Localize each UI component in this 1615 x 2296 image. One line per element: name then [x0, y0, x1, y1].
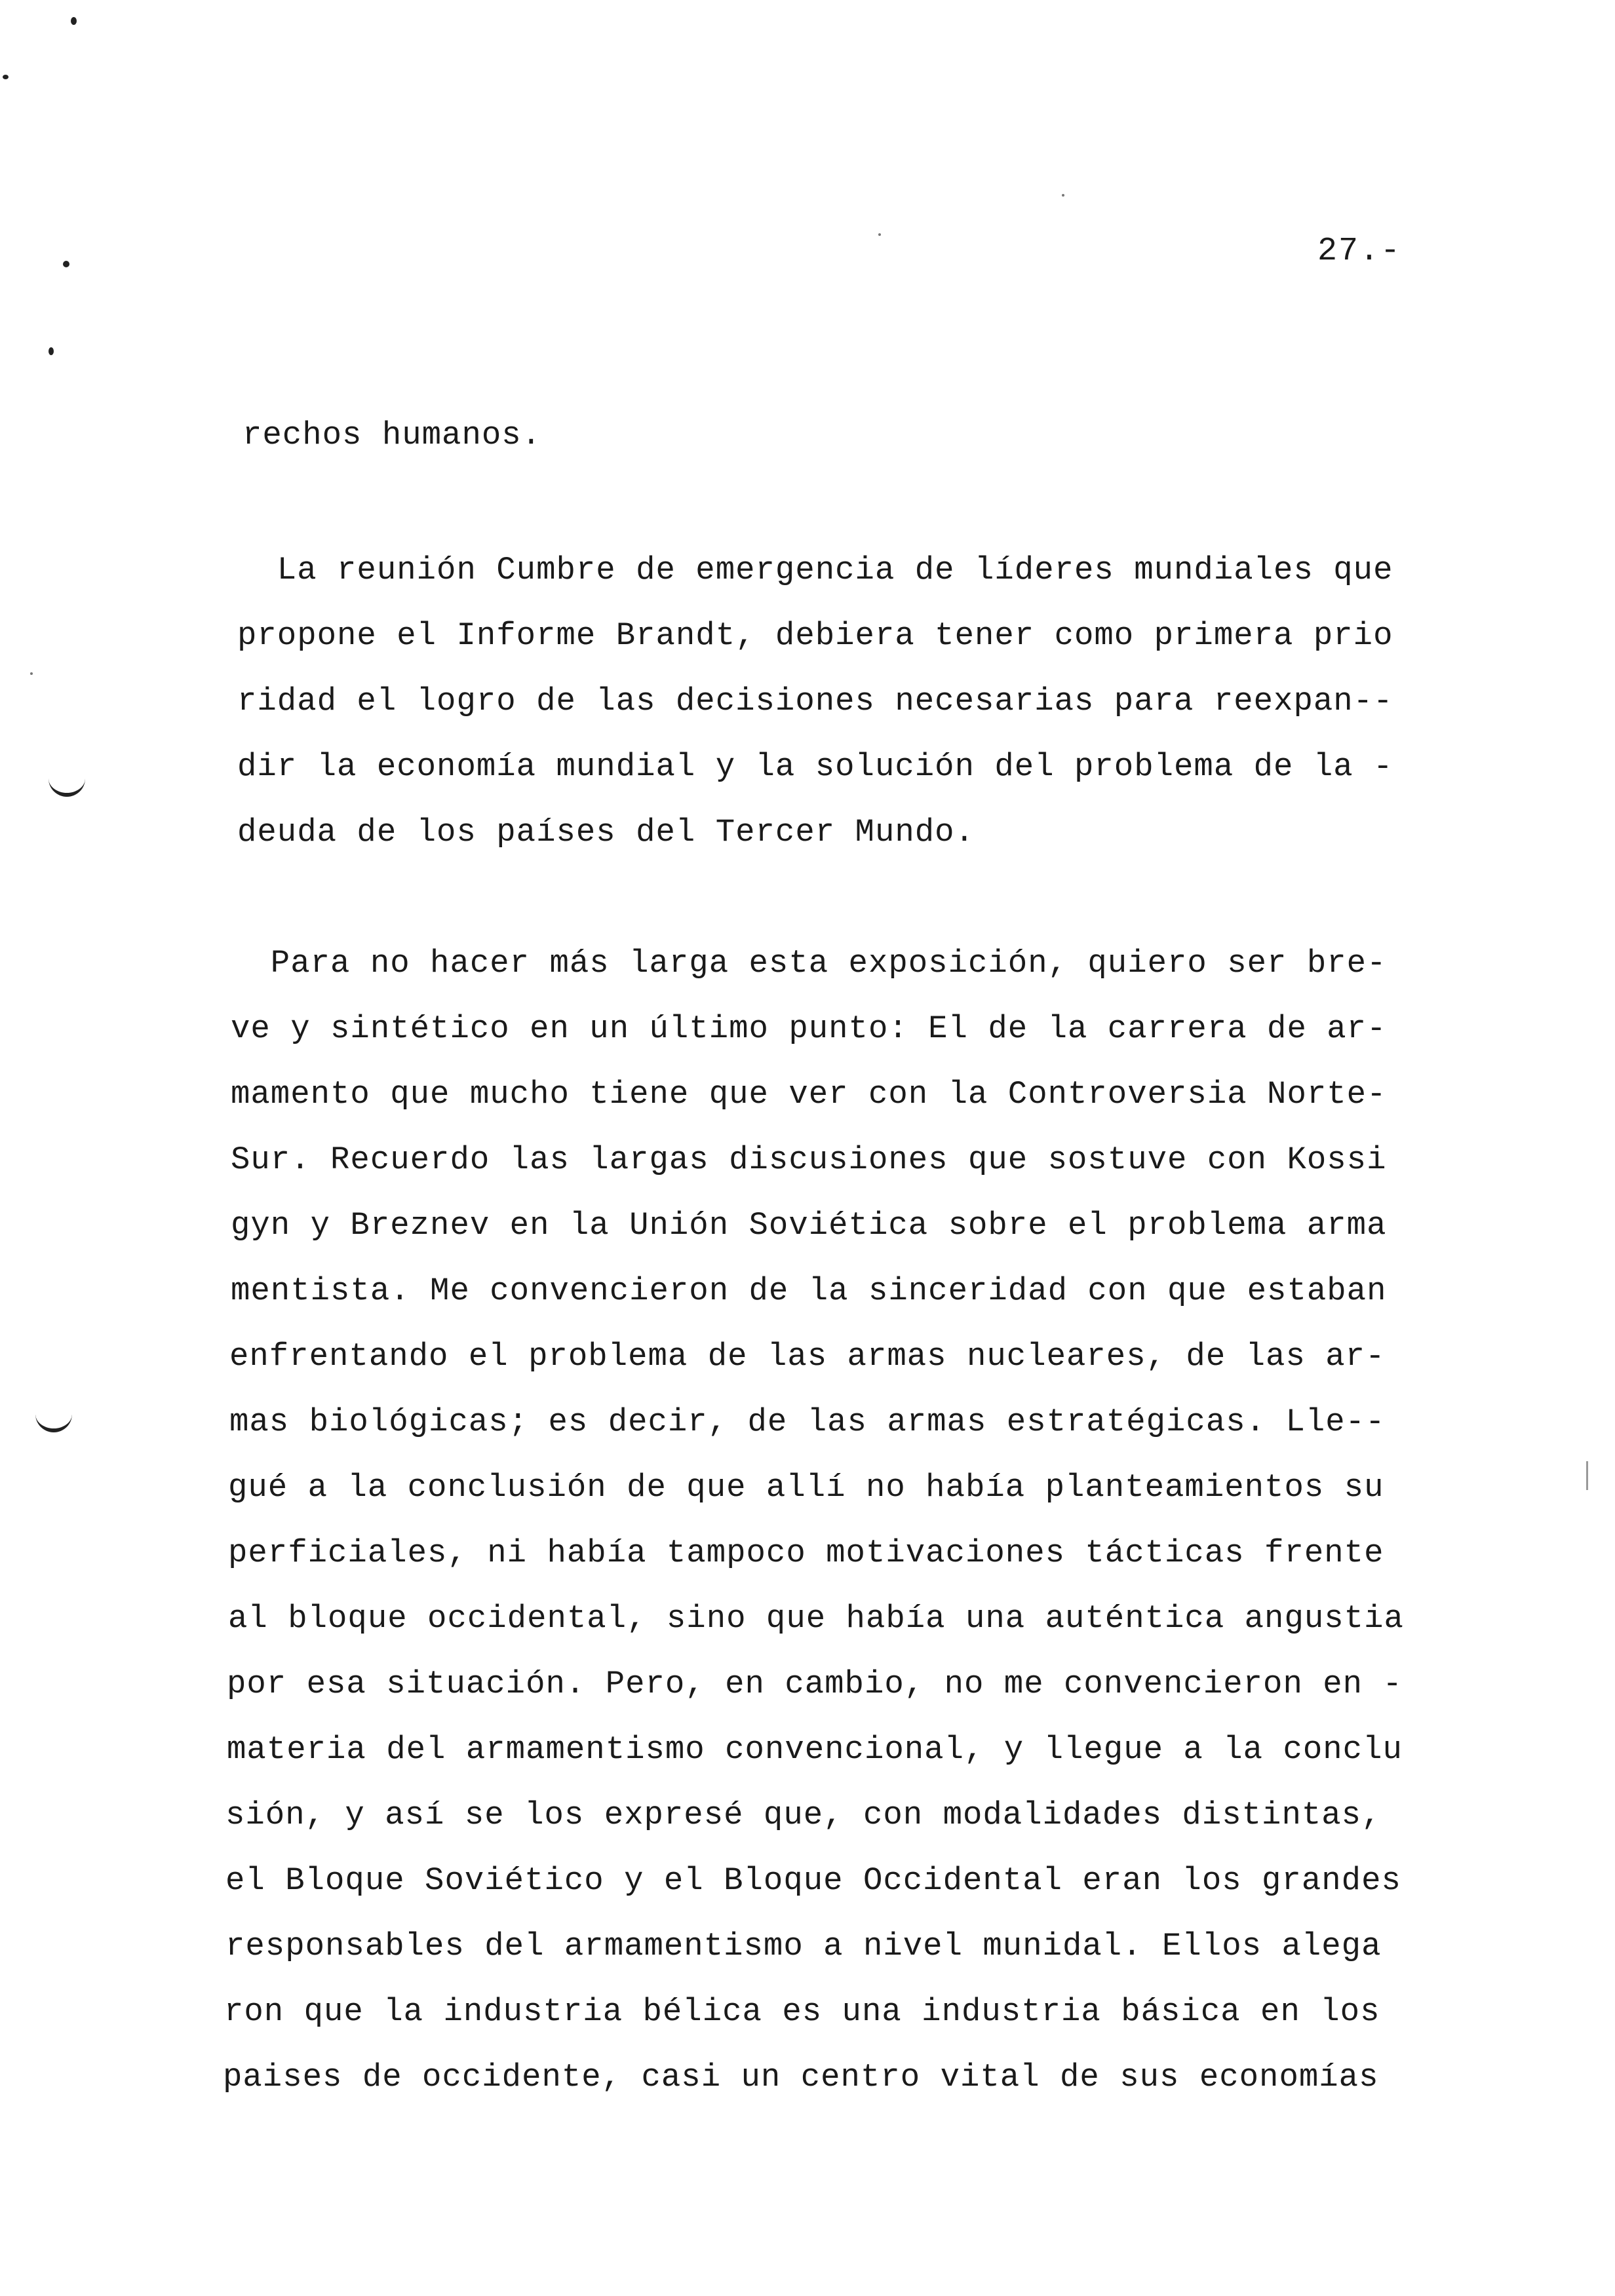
text-line: materia del armamentismo convencional, y llegue a la conclu [227, 1731, 1403, 1768]
margin-mark [3, 75, 9, 79]
margin-mark [49, 347, 54, 355]
margin-mark [71, 17, 77, 25]
margin-mark [878, 233, 881, 236]
text-line: Sur. Recuerdo las largas discusiones que sostuve con Kossi [231, 1141, 1387, 1178]
text-line: mas biológicas; es decir, de las armas estratégicas. Lle-- [229, 1404, 1386, 1440]
text-line: gyn y Breznev en la Unión Soviética sobre el problema arma [231, 1207, 1387, 1244]
text-line: gué a la conclusión de que allí no había planteamientos su [228, 1469, 1384, 1506]
text-line: Para no hacer más larga esta exposición, quiero ser bre- [231, 945, 1387, 982]
text-line: La reunión Cumbre de emergencia de líderes mundiales que [237, 552, 1393, 588]
text-line: responsables del armamentismo a nivel munidal. Ellos alega [225, 1928, 1382, 1964]
text-line: sión, y así se los expresé que, con modalidades distintas, [225, 1797, 1382, 1833]
margin-mark [30, 672, 33, 675]
text-line: por esa situación. Pero, en cambio, no me convencieron en - [227, 1666, 1403, 1702]
text-line: ron que la industria bélica es una industria básica en los [224, 1993, 1380, 2030]
text-line: deuda de los países del Tercer Mundo. [237, 814, 975, 851]
text-line: el Bloque Soviético y el Bloque Occidental eran los grandes [225, 1862, 1401, 1899]
text-line: dir la economía mundial y la solución del problema de la - [237, 748, 1393, 785]
text-line: mentista. Me convencieron de la sinceridad con que estaban [231, 1272, 1387, 1309]
page-number: 27.- [1317, 233, 1402, 270]
margin-mark [63, 261, 69, 267]
text-line: ridad el logro de las decisiones necesarias para reexpan-- [237, 683, 1393, 719]
text-line: ve y sintético en un último punto: El de la carrera de ar- [231, 1010, 1387, 1047]
text-line: al bloque occidental, sino que había una auténtica angustia [228, 1600, 1404, 1637]
margin-mark [1586, 1461, 1588, 1490]
text-line: enfrentando el problema de las armas nucleares, de las ar- [229, 1338, 1386, 1375]
margin-mark [1062, 194, 1064, 197]
text-line: rechos humanos. [243, 417, 542, 453]
margin-mark [49, 773, 85, 797]
text-line: propone el Informe Brandt, debiera tener como primera prio [237, 617, 1393, 654]
margin-mark [35, 1409, 72, 1432]
text-line: mamento que mucho tiene que ver con la Controversia Norte- [231, 1076, 1387, 1113]
text-line: paises de occidente, casi un centro vital de sus economías [223, 2059, 1379, 2095]
text-line: perficiales, ni había tampoco motivaciones tácticas frente [228, 1535, 1384, 1571]
